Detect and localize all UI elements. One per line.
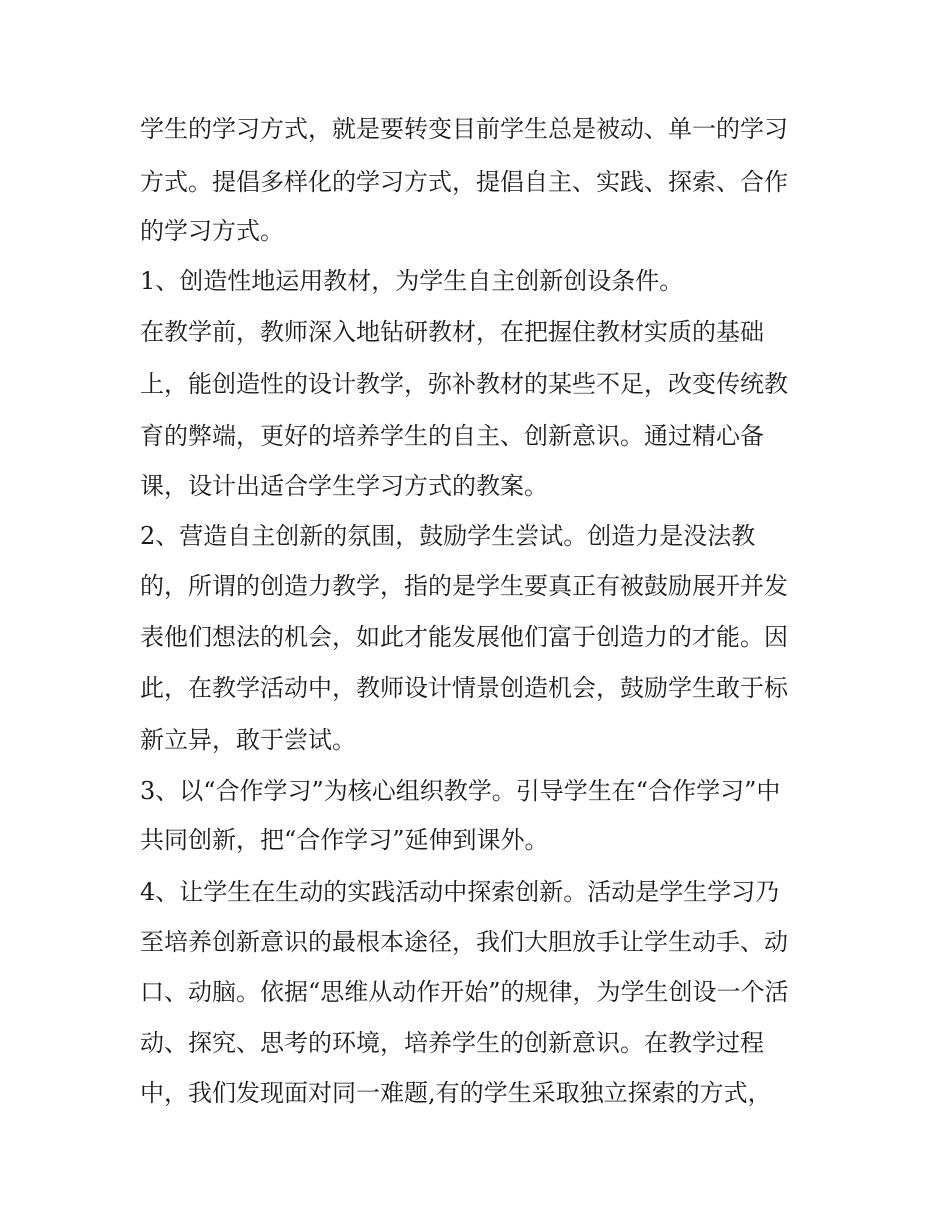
list-item-heading: 4、让学生在生动的实践活动中探索创新。活动是学生学习乃 bbox=[140, 878, 780, 906]
paragraph-line: 的，所谓的创造力教学，指的是学生要真正有被鼓励展开并发 bbox=[140, 572, 788, 600]
paragraph-line: 学生的学习方式，就是要转变目前学生总是被动、单一的学习 bbox=[140, 115, 788, 143]
paragraph-line: 上，能创造性的设计教学，弥补教材的某些不足，改变传统教 bbox=[140, 370, 788, 398]
paragraph-line: 的学习方式。 bbox=[140, 217, 284, 245]
paragraph-line: 动、探究、思考的环境，培养学生的创新意识。在教学过程 bbox=[140, 1029, 764, 1057]
paragraph-line: 课，设计出适合学生学习方式的教案。 bbox=[140, 472, 548, 500]
list-item-heading: 1、创造性地运用教材，为学生自主创新创设条件。 bbox=[140, 267, 684, 295]
paragraph-line: 口、动脑。依据“思维从动作开始”的规律，为学生创设一个活 bbox=[140, 978, 789, 1006]
paragraph-line: 此，在教学活动中，教师设计情景创造机会，鼓励学生敢于标 bbox=[140, 674, 788, 702]
paragraph-line: 至培养创新意识的最根本途径，我们大胆放手让学生动手、动 bbox=[140, 928, 788, 956]
paragraph-line: 表他们想法的机会，如此才能发展他们富于创造力的才能。因 bbox=[140, 623, 788, 651]
paragraph-line: 育的弊端，更好的培养学生的自主、创新意识。通过精心备 bbox=[140, 422, 764, 450]
list-item-heading: 2、营造自主创新的氛围，鼓励学生尝试。创造力是没法教 bbox=[140, 522, 756, 550]
paragraph-line: 在教学前，教师深入地钻研教材，在把握住教材实质的基础 bbox=[140, 318, 764, 346]
paragraph-line: 共同创新，把“合作学习”延伸到课外。 bbox=[140, 826, 549, 854]
paragraph-line: 方式。提倡多样化的学习方式，提倡自主、实践、探索、合作 bbox=[140, 168, 788, 196]
paragraph-line: 新立异，敢于尝试。 bbox=[140, 726, 356, 754]
list-item-heading: 3、以“合作学习”为核心组织教学。引导学生在“合作学习”中 bbox=[140, 777, 781, 805]
paragraph-line: 中，我们发现面对同一难题,有的学生采取独立探索的方式， bbox=[140, 1079, 772, 1107]
